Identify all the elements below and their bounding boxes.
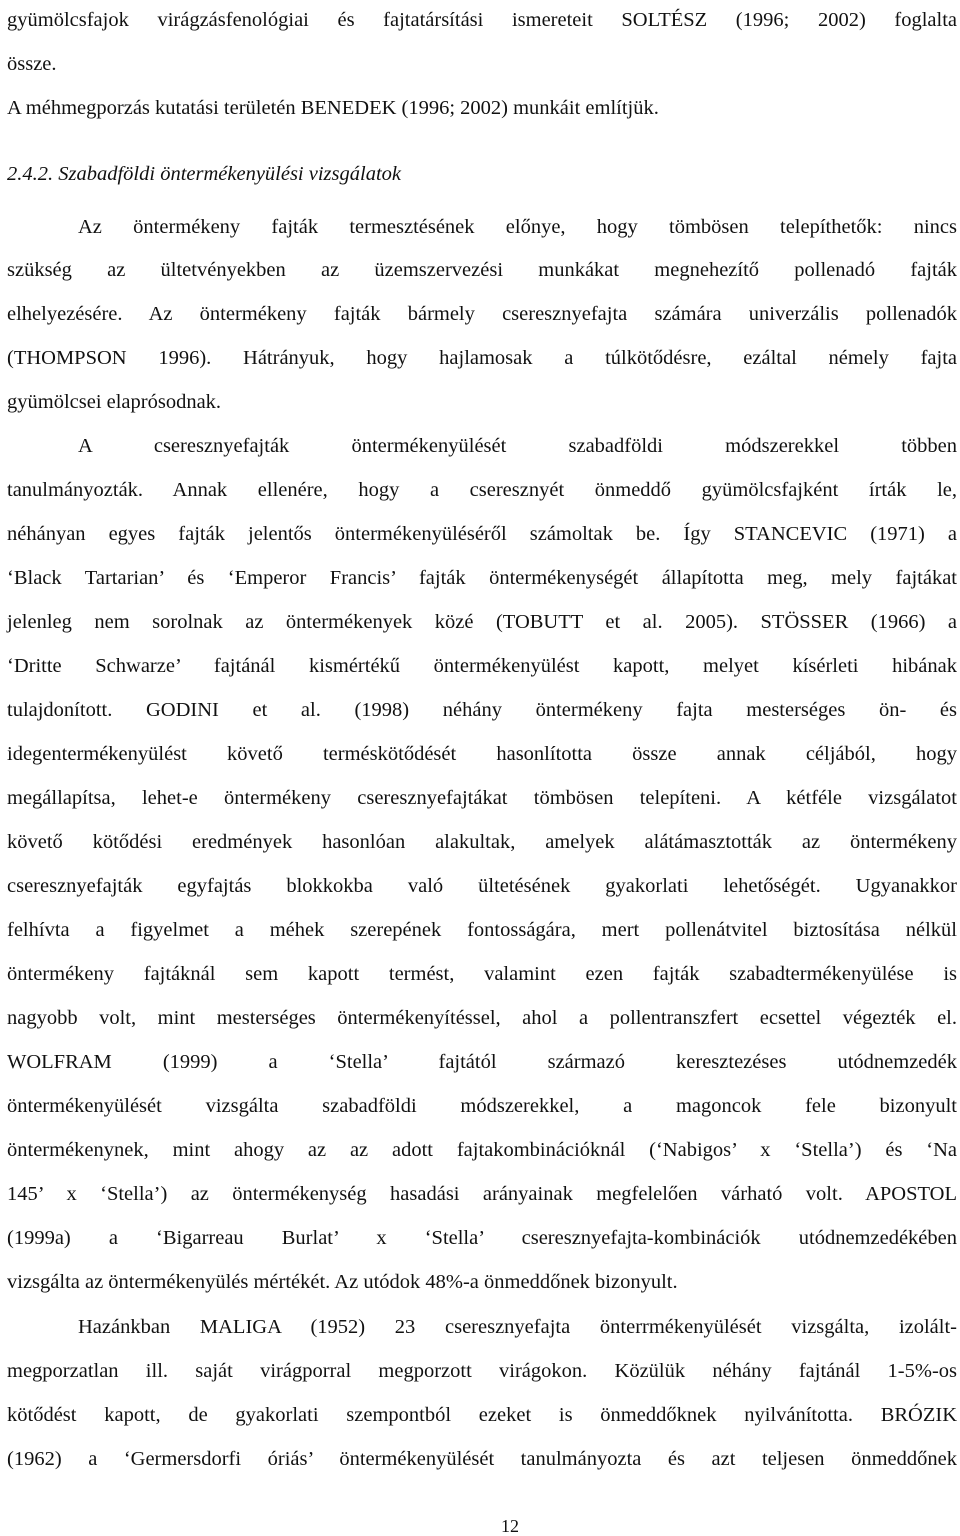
text-line: követő kötődési eredmények hasonlóan alakultak, amelyek alátámasztották az öntermékeny bbox=[7, 831, 957, 853]
text-line: öntermékeny fajtáknál sem kapott termést, valamint ezen fajták szabadtermékenyülése is bbox=[7, 963, 957, 985]
text-line: gyümölcsei elaprósodnak. bbox=[7, 391, 222, 413]
text-line: össze. bbox=[7, 53, 57, 75]
section-heading: 2.4.2. Szabadföldi öntermékenyülési vizsgálatok bbox=[7, 163, 401, 185]
text-line: tulajdonított. GODINI et al. (1998) néhány öntermékeny fajta mesterséges ön- és bbox=[7, 699, 957, 721]
text-line: kötődést kapott, de gyakorlati szempontból ezeket is önmeddőknek nyilvánította. BRÓZIK bbox=[7, 1404, 957, 1426]
text-line: vizsgálta az öntermékenyülés mértékét. Az utódok 48%-a önmeddőnek bizonyult. bbox=[7, 1271, 678, 1293]
text-line: nagyobb volt, mint mesterséges öntermékenyítéssel, ahol a pollentranszfert ecsettel végezték el. bbox=[7, 1007, 957, 1029]
text-line: 145’ x ‘Stella’) az öntermékenység hasadási arányainak megfelelően várható volt. APOSTOL bbox=[7, 1183, 957, 1205]
text-line: megállapítsa, lehet-e öntermékeny cseresznyefajtákat tömbösen telepíteni. A kétféle vizsgálatot bbox=[7, 787, 957, 809]
text-line: ‘Dritte Schwarze’ fajtánál kismértékű öntermékenyülést kapott, melyet kísérleti hibának bbox=[7, 655, 957, 677]
text-line: (THOMPSON 1996). Hátrányuk, hogy hajlamosak a túlkötődésre, ezáltal némely fajta bbox=[7, 347, 957, 369]
text-line: Az öntermékeny fajták termesztésének előnye, hogy tömbösen telepíthetők: nincs bbox=[78, 216, 957, 238]
text-line: felhívta a figyelmet a méhek szerepének fontosságára, mert pollenátvitel biztosítása nélkül bbox=[7, 919, 957, 941]
text-line: A méhmegporzás kutatási területén BENEDEK (1996; 2002) munkáit említjük. bbox=[7, 97, 659, 119]
text-line: tanulmányozták. Annak ellenére, hogy a cseresznyét önmeddő gyümölcsfajként írták le, bbox=[7, 479, 957, 501]
text-line: (1962) a ‘Germersdorfi óriás’ öntermékenyülését tanulmányozta és azt teljesen önmeddőnek bbox=[7, 1448, 957, 1470]
text-line: néhányan egyes fajták jelentős öntermékenyüléséről számoltak be. Így STANCEVIC (1971) a bbox=[7, 523, 957, 545]
text-line: öntermékenynek, mint ahogy az az adott fajtakombinációknál (‘Nabigos’ x ‘Stella’) és ‘Na bbox=[7, 1139, 957, 1161]
text-line: jelenleg nem sorolnak az öntermékenyek közé (TOBUTT et al. 2005). STÖSSER (1966) a bbox=[7, 611, 957, 633]
text-line: szükség az ültetvényekben az üzemszervezési munkákat megnehezítő pollenadó fajták bbox=[7, 259, 957, 281]
text-line: megporzatlan ill. saját virágporral megporzott virágokon. Közülük néhány fajtánál 1-5%-os bbox=[7, 1360, 957, 1382]
text-line: Hazánkban MALIGA (1952) 23 cseresznyefajta önterrmékenyülését vizsgálta, izolált- bbox=[78, 1316, 957, 1338]
text-line: (1999a) a ‘Bigarreau Burlat’ x ‘Stella’ cseresznyefajta-kombinációk utódnemzedékében bbox=[7, 1227, 957, 1249]
text-line: öntermékenyülését vizsgálta szabadföldi módszerekkel, a magoncok fele bizonyult bbox=[7, 1095, 957, 1117]
text-line: ‘Black Tartarian’ és ‘Emperor Francis’ fajták öntermékenységét állapította meg, mely fajtákat bbox=[7, 567, 957, 589]
text-line: A cseresznyefajták öntermékenyülését szabadföldi módszerekkel többen bbox=[78, 435, 957, 457]
text-line: idegentermékenyülést követő terméskötődését hasonlította össze annak céljából, hogy bbox=[7, 743, 957, 765]
text-line: WOLFRAM (1999) a ‘Stella’ fajtától származó keresztezéses utódnemzedék bbox=[7, 1051, 957, 1073]
text-line: gyümölcsfajok virágzásfenológiai és fajtatársítási ismereteit SOLTÉSZ (1996; 2002) foglalta bbox=[7, 9, 957, 31]
text-line: elhelyezésére. Az öntermékeny fajták bármely cseresznyefajta számára univerzális pollenadók bbox=[7, 303, 957, 325]
text-line: cseresznyefajták egyfajtás blokkokba való ültetésének gyakorlati lehetőségét. Ugyanakkor bbox=[7, 875, 957, 897]
page-number: 12 bbox=[501, 1516, 519, 1536]
